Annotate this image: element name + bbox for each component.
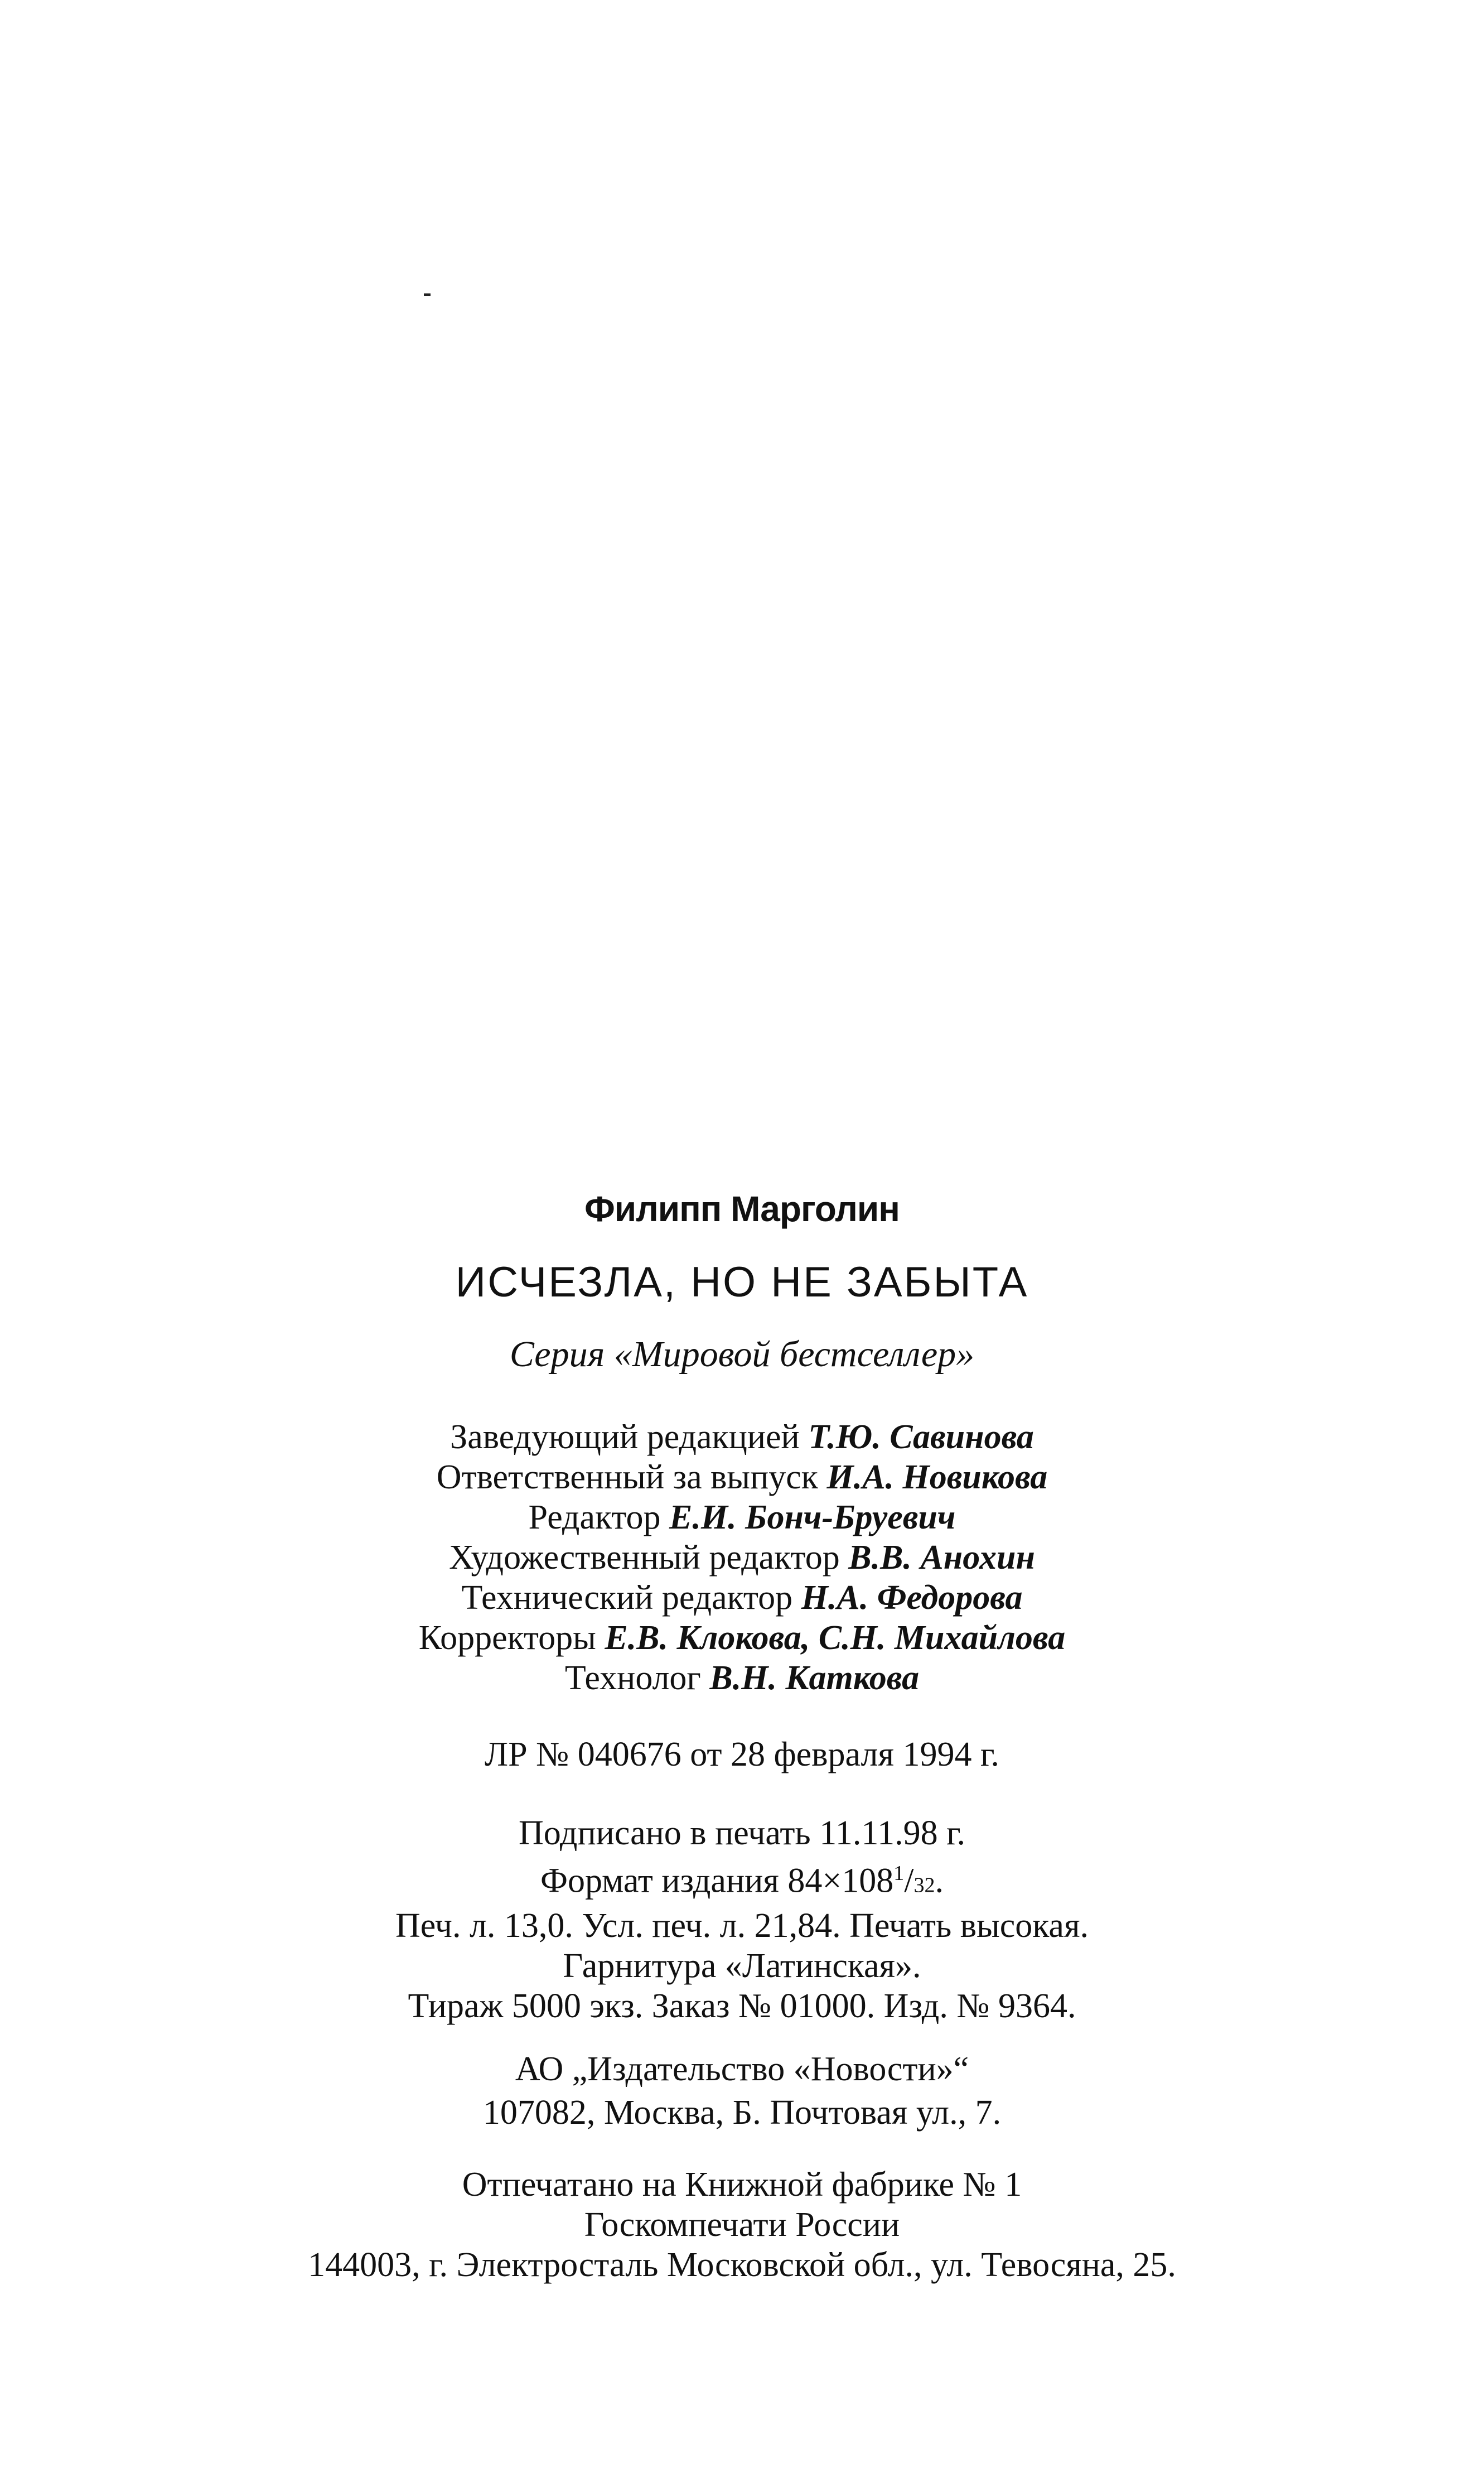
- publisher-name: АО „Издательство «Новости»“: [515, 2050, 969, 2088]
- format-slash: /: [904, 1862, 914, 1900]
- series-name: Серия «Мировой бестселлер»: [509, 1334, 975, 1375]
- credit-role: Заведующий редакцией: [450, 1418, 800, 1456]
- credit-name: Т.Ю. Савинова: [808, 1418, 1034, 1456]
- credit-name: Е.В. Клокова, С.Н. Михайлова: [605, 1619, 1066, 1657]
- print-sheets: Печ. л. 13,0. Усл. печ. л. 21,84. Печать высокая.: [395, 1906, 1089, 1945]
- credit-line: [0, 1658, 1484, 1698]
- credit-name: В.Н. Каткова: [709, 1659, 920, 1697]
- format-main: 108: [842, 1862, 894, 1900]
- signed-to-print: Подписано в печать 11.11.98 г.: [518, 1814, 966, 1852]
- credit-role: Технический редактор: [461, 1579, 793, 1617]
- publisher-address: 107082, Москва, Б. Почтовая ул., 7.: [482, 2094, 1002, 2132]
- credit-role: Художественный редактор: [449, 1539, 840, 1577]
- print-info-block: [0, 1813, 1484, 2026]
- format-prefix: Формат издания 84: [540, 1862, 823, 1900]
- credit-role: Ответственный за выпуск: [436, 1458, 818, 1496]
- credit-line: [0, 1457, 1484, 1497]
- print-run: Тираж 5000 экз. Заказ № 01000. Изд. № 9364.: [408, 1987, 1076, 2025]
- credits-block: [0, 1417, 1484, 1698]
- credit-name: Н.А. Федорова: [801, 1579, 1023, 1617]
- credit-line: [0, 1497, 1484, 1537]
- credit-line: [0, 1578, 1484, 1618]
- author-name: Филипп Марголин: [584, 1189, 900, 1229]
- license-number: ЛР № 040676 от 28 февраля 1994 г.: [485, 1736, 999, 1773]
- printer-line: Госкомпечати России: [584, 2206, 900, 2244]
- credit-line: [0, 1537, 1484, 1578]
- credit-name: И.А. Новикова: [826, 1458, 1048, 1496]
- format-denominator: 32: [913, 1873, 935, 1897]
- credit-line: [0, 1618, 1484, 1658]
- credit-line: [0, 1417, 1484, 1457]
- printer-block: [0, 2165, 1484, 2285]
- format-end: .: [935, 1862, 944, 1900]
- format-times: ×: [822, 1862, 842, 1900]
- credit-name: Е.И. Бонч-Бруевич: [669, 1498, 956, 1536]
- printer-line: Отпечатано на Книжной фабрике № 1: [462, 2166, 1022, 2204]
- stray-print-mark: [424, 293, 431, 296]
- format-numerator: 1: [893, 1862, 905, 1885]
- credit-role: Технолог: [564, 1659, 701, 1697]
- credit-role: Корректоры: [418, 1619, 596, 1657]
- credit-role: Редактор: [528, 1498, 661, 1536]
- printer-address: 144003, г. Электросталь Московской обл., ул. Тевосяна, 25.: [308, 2246, 1176, 2284]
- publisher-block: [0, 2047, 1484, 2134]
- book-title: ИСЧЕЗЛА, НО НЕ ЗАБЫТА: [455, 1259, 1029, 1306]
- credit-name: В.В. Анохин: [848, 1539, 1035, 1577]
- edition-format: [0, 1853, 1484, 1906]
- typeface: Гарнитура «Латинская».: [563, 1946, 921, 1985]
